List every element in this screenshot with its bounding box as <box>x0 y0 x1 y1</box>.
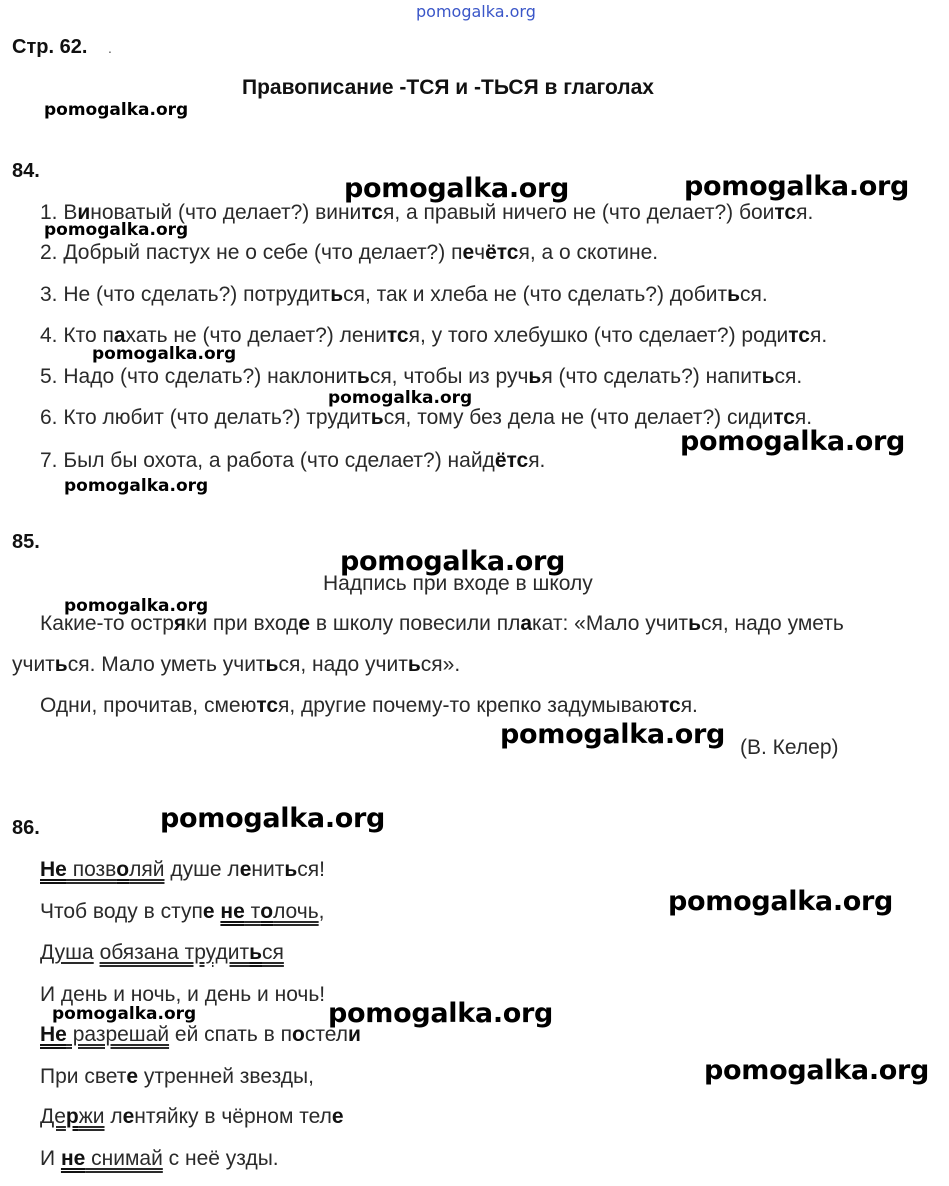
ex85-paragraph-line-3: Одни, прочитав, смеются, другие почему-то крепко задумываются. <box>40 694 698 717</box>
ex84-line-1: 1. Виноватый (что делает?) винится, а правый ничего не (что делает?) боится. <box>40 201 814 224</box>
ex86-line-3: Душа обязана трудиться <box>40 941 284 964</box>
ex85-author: (В. Келер) <box>740 736 839 759</box>
ex84-line-3: 3. Не (что сделать?) потрудиться, так и хлеба не (что сделать?) добиться. <box>40 283 768 306</box>
watermark: pomogalka.org <box>64 476 209 496</box>
page-mark: . <box>108 40 112 56</box>
watermark: pomogalka.org <box>704 1055 930 1086</box>
top-watermark-url: pomogalka.org <box>416 2 536 21</box>
ex84-line-2: 2. Добрый пастух не о себе (что делает?) печётся, а о скотине. <box>40 241 659 264</box>
exercise-85-number: 85. <box>12 531 40 553</box>
exercise-84-number: 84. <box>12 160 40 182</box>
ex86-line-7: Держи лентяйку в чёрном теле <box>40 1105 344 1128</box>
watermark: pomogalka.org <box>340 546 566 577</box>
watermark: pomogalka.org <box>680 426 906 457</box>
ex86-line-4: И день и ночь, и день и ночь! <box>40 983 326 1006</box>
ex84-line-7: 7. Был бы охота, а работа (что сделает?) найдётся. <box>40 449 546 472</box>
page-label: Стр. 62. <box>12 36 88 58</box>
watermark: pomogalka.org <box>500 719 726 750</box>
exercise-86-number: 86. <box>12 817 40 839</box>
ex86-line-8: И не снимай с неё узды. <box>40 1147 279 1170</box>
ex84-line-5: 5. Надо (что сделать?) наклониться, чтобы из ручья (что сделать?) напиться. <box>40 365 803 388</box>
watermark: pomogalka.org <box>44 220 189 240</box>
watermark: pomogalka.org <box>328 998 554 1029</box>
ex84-line-6: 6. Кто любит (что делать?) трудиться, тому без дела не (что делает?) сидится. <box>40 406 813 429</box>
watermark: pomogalka.org <box>328 388 473 408</box>
watermark: pomogalka.org <box>52 1004 197 1024</box>
ex86-line-2: Чтоб воду в ступе не толочь, <box>40 900 325 923</box>
ex86-line-6: При свете утренней звезды, <box>40 1065 314 1088</box>
watermark: pomogalka.org <box>160 803 386 834</box>
ex86-line-1: Не позволяй душе лениться! <box>40 858 325 881</box>
watermark: pomogalka.org <box>44 100 189 120</box>
ex84-line-4: 4. Кто пахать не (что делает?) ленится, у того хлебушко (что сделает?) родится. <box>40 324 828 347</box>
watermark: pomogalka.org <box>344 173 570 204</box>
ex86-line-5: Не разрешай ей спать в постели <box>40 1023 361 1046</box>
watermark: pomogalka.org <box>64 596 209 616</box>
ex85-heading: Надпись при входе в школу <box>323 572 593 595</box>
watermark: pomogalka.org <box>92 344 237 364</box>
ex85-paragraph-line-2: учиться. Мало уметь учиться, надо учиться». <box>12 653 461 676</box>
ex85-paragraph-line-1: Какие-то остряки при входе в школу повесили плакат: «Мало учиться, надо уметь <box>40 612 844 635</box>
page-title: Правописание -ТСЯ и -ТЬСЯ в глаголах <box>242 76 654 99</box>
watermark: pomogalka.org <box>684 171 910 202</box>
watermark: pomogalka.org <box>668 886 894 917</box>
